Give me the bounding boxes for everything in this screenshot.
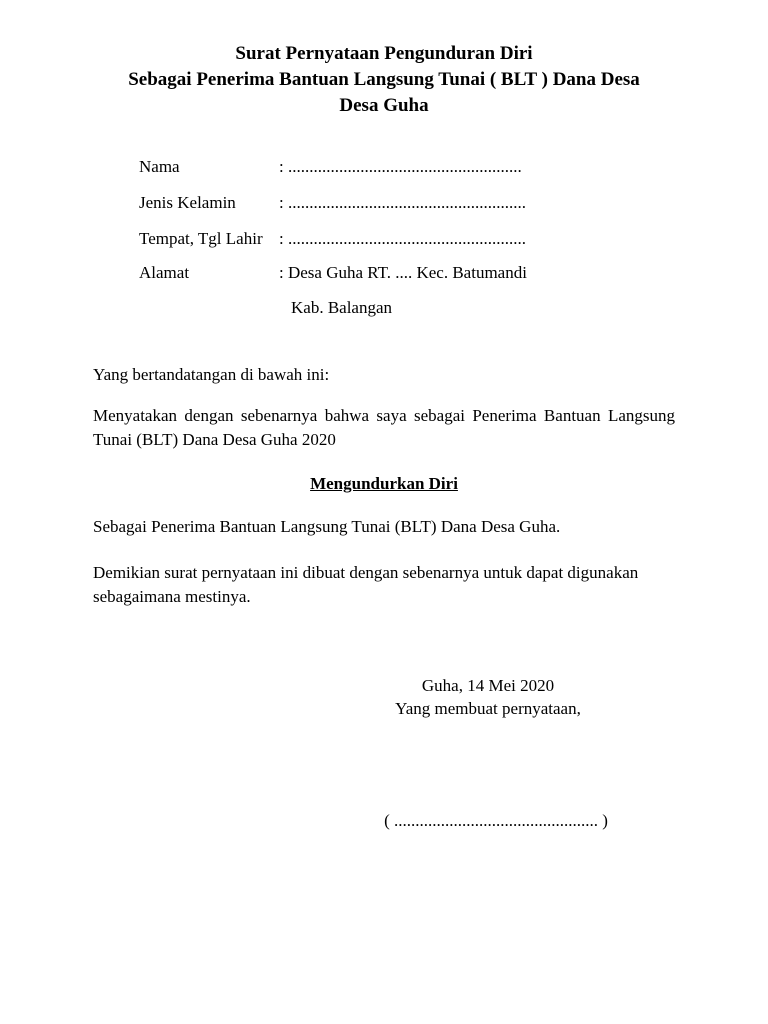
resignation-heading: Mengundurkan Diri xyxy=(310,474,458,493)
field-label: Tempat, Tgl Lahir xyxy=(139,229,263,248)
statement-paragraph: Menyatakan dengan sebenarnya bahwa saya sebagai Penerima Bantuan Langsung Tunai (BLT) Dana Desa Guha 2020 xyxy=(93,406,675,449)
signature-name-line: ( ................................................ ) xyxy=(384,811,608,830)
field-label: Nama xyxy=(139,157,180,176)
document-subtitle: Sebagai Penerima Bantuan Langsung Tunai ( BLT ) Dana Desa xyxy=(128,69,640,90)
address-continuation: Kab. Balangan xyxy=(291,298,393,317)
signature-maker-label: Yang membuat pernyataan, xyxy=(395,699,581,718)
field-nama xyxy=(139,156,522,178)
field-tempat-tgl-lahir xyxy=(139,228,526,250)
intro-paragraph: Yang bertandatangan di bawah ini: xyxy=(93,365,330,384)
field-value: : ....................................................... xyxy=(279,157,522,176)
field-label: Alamat xyxy=(139,263,190,282)
document-title: Surat Pernyataan Pengunduran Diri xyxy=(235,43,533,64)
document-village-name: Desa Guha xyxy=(339,95,429,116)
field-label: Jenis Kelamin xyxy=(139,193,236,212)
field-alamat xyxy=(139,262,527,284)
closing-paragraph: Demikian surat pernyataan ini dibuat dengan sebenarnya untuk dapat digunakan sebagaimana mestinya. xyxy=(93,563,639,606)
field-jenis-kelamin xyxy=(139,192,526,214)
signature-place-date: Guha, 14 Mei 2020 xyxy=(421,676,555,695)
field-value: : ........................................................ xyxy=(279,193,526,212)
field-value: : ........................................................ xyxy=(279,229,526,248)
role-paragraph: Sebagai Penerima Bantuan Langsung Tunai (BLT) Dana Desa Guha. xyxy=(93,517,561,536)
field-value: : Desa Guha RT. .... Kec. Batumandi xyxy=(279,263,527,282)
